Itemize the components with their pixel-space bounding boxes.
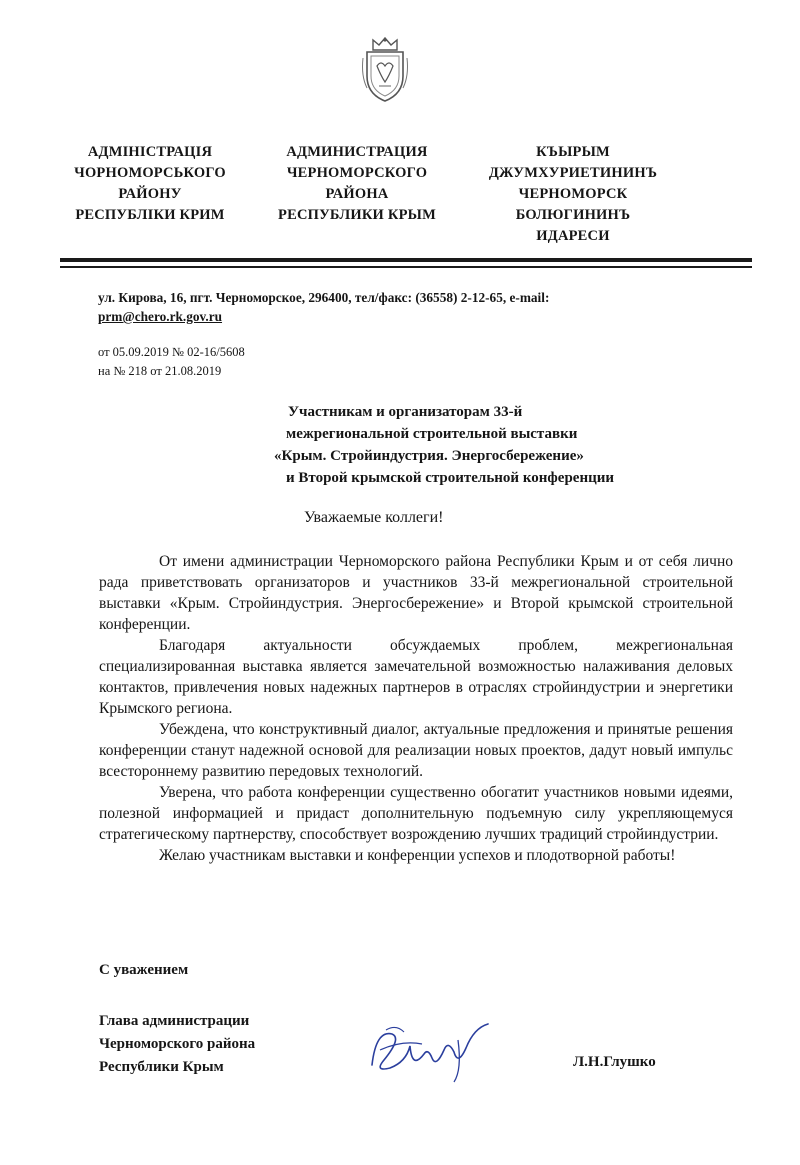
addressee-line: и Второй крымской строительной конференции	[286, 470, 615, 486]
signatory-title-line: Республики Крым	[99, 1059, 224, 1075]
addressee-line: межрегиональной строительной выставки	[286, 426, 578, 442]
signatory-name: Л.Н.Глушко	[573, 1054, 656, 1070]
body-paragraph: От имени администрации Черноморского района Республики Крым и от себя лично рада приветствовать организаторов и участников 33-й межрегиональной строительной выставки «Крым. Стройиндустрия. Энергосбережение» и Второй крымской строительной конференции.	[99, 553, 733, 633]
signatory-title-line: Глава администрации	[99, 1013, 250, 1029]
body-paragraph: Уверена, что работа конференции существенно обогатит участников новыми идеями, полезной информацией и придаст дополнительную подъемную силу укрепляющемуся стратегическому партнерству, способствует возрождению лучших традиций стройиндустрии.	[99, 784, 733, 843]
email-link[interactable]: prm@chero.rk.gov.ru	[98, 309, 223, 324]
signatory-title-line: Черноморского района	[99, 1036, 256, 1052]
addressee-block	[260, 401, 720, 489]
addressee-line: Участникам и организаторам 33-й	[288, 404, 523, 420]
greeting: Уважаемые коллеги!	[304, 509, 444, 526]
signatory-title	[99, 1010, 339, 1079]
header-russian: АДМИНИСТРАЦИЯ ЧЕРНОМОРСКОГО РАЙОНА РЕСПУБЛИКИ КРЫМ	[278, 144, 436, 223]
header-divider-thin	[60, 266, 752, 268]
body-paragraph: Убеждена, что конструктивный диалог, актуальные предложения и принятые решения конференции станут надежной основой для реализации новых проектов, дадут новый импульс всестороннему развитию передовых технологий.	[99, 721, 733, 780]
address-block	[98, 288, 698, 326]
header-crimean-tatar: КЪЫРЫМ ДЖУМХУРИЕТИНИНЪ ЧЕРНОМОРСК БОЛЮГИНИНЪ ИДАРЕСИ	[488, 144, 658, 244]
addressee-line: «Крым. Стройиндустрия. Энергосбережение»	[274, 448, 584, 464]
closing-regards: С уважением	[99, 962, 189, 978]
coat-of-arms-emblem	[359, 36, 411, 104]
body-paragraph: Благодаря актуальности обсуждаемых проблем, межрегиональная специализированная выставка является замечательной возможностью налаживания деловых контактов, привлечения новых надежных партнеров в отраслях стройиндустрии и энергетики Крымского региона.	[99, 637, 733, 717]
header-ukrainian: АДМІНІСТРАЦІЯ ЧОРНОМОРСЬКОГО РАЙОНУ РЕСПУБЛІКИ КРИМ	[74, 144, 226, 223]
letter-body	[99, 551, 733, 866]
incoming-reference: на № 218 от 21.08.2019	[98, 364, 222, 378]
body-paragraph: Желаю участникам выставки и конференции успехов и плодотворной работы!	[159, 847, 676, 864]
header-divider-thick	[60, 258, 752, 262]
address-line: ул. Кирова, 16, пгт. Черноморское, 296400, тел/факс: (36558) 2-12-65, e-mail:	[98, 290, 550, 305]
handwritten-signature	[362, 1010, 502, 1090]
outgoing-reference: от 05.09.2019 № 02-16/5608	[98, 345, 245, 359]
